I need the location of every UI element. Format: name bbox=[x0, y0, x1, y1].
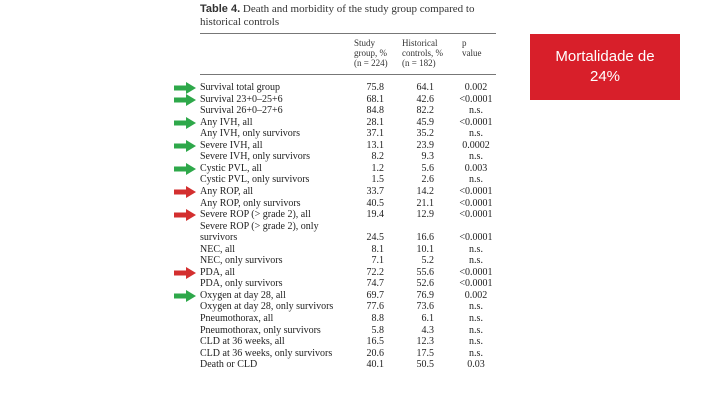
row-historical-value: 55.6 bbox=[416, 266, 434, 278]
header-study-line3: (n = 224) bbox=[354, 58, 388, 68]
row-study-value: 72.2 bbox=[366, 266, 384, 278]
row-p-value: 0.003 bbox=[464, 162, 488, 174]
arrow-right-icon bbox=[174, 162, 196, 174]
arrow-right-icon bbox=[174, 81, 196, 93]
row-p-value: n.s. bbox=[469, 105, 483, 117]
row-p-value: 0.002 bbox=[464, 82, 488, 93]
row-historical-value: 23.9 bbox=[416, 139, 434, 151]
row-p-value: 0.0002 bbox=[462, 139, 490, 151]
row-label: CLD at 36 weeks, all bbox=[200, 336, 285, 348]
row-label: PDA, all bbox=[200, 266, 235, 278]
row-historical-value: 17.5 bbox=[416, 347, 434, 359]
row-label: Any ROP, all bbox=[200, 185, 254, 197]
row-historical-value: 5.2 bbox=[421, 255, 434, 267]
row-label: NEC, only survivors bbox=[200, 255, 283, 267]
row-historical-value: 73.6 bbox=[416, 301, 434, 313]
row-historical-value: 10.1 bbox=[416, 243, 434, 255]
row-study-value: 8.1 bbox=[371, 243, 384, 255]
table-top-rule bbox=[200, 33, 496, 34]
arrow-right-icon bbox=[174, 185, 196, 197]
table-row bbox=[196, 209, 500, 220]
table-row bbox=[196, 82, 500, 93]
row-label: Severe IVH, only survivors bbox=[200, 151, 310, 163]
header-historical-line3: (n = 182) bbox=[402, 58, 436, 68]
row-historical-value: 35.2 bbox=[416, 128, 434, 140]
table-row bbox=[196, 325, 500, 336]
row-historical-value: 2.6 bbox=[421, 174, 434, 186]
row-study-value: 37.1 bbox=[366, 128, 384, 140]
table-row bbox=[196, 221, 500, 232]
table-row bbox=[196, 313, 500, 324]
row-p-value: n.s. bbox=[469, 336, 483, 348]
header-study-line1: Study bbox=[354, 38, 376, 48]
row-p-value: n.s. bbox=[469, 255, 483, 267]
row-study-value: 7.1 bbox=[371, 255, 384, 267]
callout-line2: 24% bbox=[589, 68, 621, 85]
header-p-line1: p bbox=[462, 38, 467, 48]
table-row bbox=[196, 174, 500, 185]
table-row bbox=[196, 267, 500, 278]
row-p-value: <0.0001 bbox=[459, 116, 493, 128]
row-label: Cystic PVL, only survivors bbox=[200, 174, 310, 186]
row-study-value: 16.5 bbox=[366, 336, 384, 348]
table-row bbox=[196, 244, 500, 255]
table-row bbox=[196, 348, 500, 359]
table-row bbox=[196, 128, 500, 139]
row-label: Any ROP, only survivors bbox=[200, 197, 301, 209]
row-study-value: 8.2 bbox=[371, 151, 384, 163]
row-p-value: <0.0001 bbox=[459, 266, 493, 278]
header-historical-line2: controls, % bbox=[402, 48, 443, 58]
row-label: Survival 23+0–25+6 bbox=[200, 93, 283, 105]
arrow-right-icon bbox=[174, 289, 196, 301]
row-p-value: <0.0001 bbox=[459, 209, 493, 221]
table-title-bold: Table 4. bbox=[200, 3, 241, 15]
row-study-value: 19.4 bbox=[366, 209, 384, 221]
row-p-value: <0.0001 bbox=[459, 197, 493, 209]
row-historical-value: 4.3 bbox=[421, 324, 434, 336]
row-study-value: 5.8 bbox=[371, 324, 384, 336]
row-p-value: 0.03 bbox=[467, 359, 485, 371]
row-historical-value: 52.6 bbox=[416, 278, 434, 290]
row-label: Survival total group bbox=[200, 82, 280, 93]
row-p-value: <0.0001 bbox=[459, 232, 493, 244]
header-study bbox=[354, 38, 388, 68]
row-study-value: 40.5 bbox=[366, 197, 384, 209]
row-p-value: n.s. bbox=[469, 128, 483, 140]
row-study-value: 69.7 bbox=[366, 289, 384, 301]
row-label: Severe ROP (> grade 2), all bbox=[200, 209, 311, 221]
table-row bbox=[196, 140, 500, 151]
row-p-value: n.s. bbox=[469, 174, 483, 186]
table-row bbox=[196, 255, 500, 266]
row-study-value: 84.8 bbox=[366, 105, 384, 117]
table-title-text: Death and morbidity of the study group compared to historical controls bbox=[200, 3, 475, 28]
row-p-value: <0.0001 bbox=[459, 278, 493, 290]
row-p-value: n.s. bbox=[469, 151, 483, 163]
row-label: Any IVH, only survivors bbox=[200, 128, 300, 140]
row-label: Cystic PVL, all bbox=[200, 162, 262, 174]
row-study-value: 24.5 bbox=[366, 232, 384, 244]
row-p-value: 0.002 bbox=[464, 289, 488, 301]
row-label: Oxygen at day 28, all bbox=[200, 289, 286, 301]
table-header-rule bbox=[200, 74, 496, 75]
row-label: CLD at 36 weeks, only survivors bbox=[200, 347, 333, 359]
header-p-line2: value bbox=[462, 48, 482, 58]
row-study-value: 1.2 bbox=[371, 162, 384, 174]
header-study-line2: group, % bbox=[354, 48, 387, 58]
table-row bbox=[196, 232, 500, 243]
header-historical bbox=[402, 38, 443, 68]
row-p-value: <0.0001 bbox=[459, 93, 493, 105]
table-row bbox=[196, 117, 500, 128]
row-historical-value: 6.1 bbox=[421, 313, 434, 324]
table-row bbox=[196, 186, 500, 197]
row-historical-value: 12.3 bbox=[416, 336, 434, 348]
row-study-value: 28.1 bbox=[366, 116, 384, 128]
arrow-right-icon bbox=[174, 139, 196, 151]
table-row bbox=[196, 105, 500, 116]
row-study-value: 20.6 bbox=[366, 347, 384, 359]
arrow-right-icon bbox=[174, 266, 196, 278]
row-historical-value: 45.9 bbox=[416, 116, 434, 128]
table-row bbox=[196, 198, 500, 209]
row-study-value: 13.1 bbox=[366, 139, 384, 151]
table-figure bbox=[196, 0, 500, 405]
row-historical-value: 14.2 bbox=[416, 185, 434, 197]
row-study-value: 40.1 bbox=[366, 359, 384, 371]
row-historical-value: 9.3 bbox=[421, 151, 434, 163]
table-row bbox=[196, 163, 500, 174]
arrow-right-icon bbox=[174, 208, 196, 220]
table-row bbox=[196, 290, 500, 301]
table-row bbox=[196, 151, 500, 162]
arrow-right-icon bbox=[174, 116, 196, 128]
row-label: survivors bbox=[200, 232, 238, 244]
row-study-value: 1.5 bbox=[371, 174, 384, 186]
row-p-value: n.s. bbox=[469, 243, 483, 255]
row-study-value: 74.7 bbox=[366, 278, 384, 290]
table-title bbox=[200, 3, 500, 29]
header-historical-line1: Historical bbox=[402, 38, 438, 48]
row-label: Death or CLD bbox=[200, 359, 258, 371]
table-row bbox=[196, 301, 500, 312]
row-label: Any IVH, all bbox=[200, 116, 253, 128]
row-label: Pneumothorax, all bbox=[200, 313, 274, 324]
header-p bbox=[462, 38, 482, 58]
row-p-value: n.s. bbox=[469, 347, 483, 359]
row-p-value: n.s. bbox=[469, 313, 483, 324]
row-label: Severe ROP (> grade 2), only bbox=[200, 220, 319, 232]
row-historical-value: 76.9 bbox=[416, 289, 434, 301]
row-label: Oxygen at day 28, only survivors bbox=[200, 301, 334, 313]
table-row bbox=[196, 278, 500, 289]
table-row bbox=[196, 94, 500, 105]
row-label: Pneumothorax, only survivors bbox=[200, 324, 321, 336]
callout-line1: Mortalidade de bbox=[555, 48, 655, 65]
row-study-value: 68.1 bbox=[366, 93, 384, 105]
row-historical-value: 16.6 bbox=[416, 232, 434, 244]
row-label: PDA, only survivors bbox=[200, 278, 283, 290]
row-study-value: 8.8 bbox=[371, 313, 384, 324]
row-p-value: n.s. bbox=[469, 324, 483, 336]
row-study-value: 77.6 bbox=[366, 301, 384, 313]
row-p-value: n.s. bbox=[469, 301, 483, 313]
row-p-value: <0.0001 bbox=[459, 185, 493, 197]
row-study-value: 75.8 bbox=[366, 82, 384, 93]
row-label: Survival 26+0–27+6 bbox=[200, 105, 283, 117]
arrow-right-icon bbox=[174, 93, 196, 105]
table-row bbox=[196, 359, 500, 370]
row-study-value: 33.7 bbox=[366, 185, 384, 197]
row-historical-value: 5.6 bbox=[421, 162, 434, 174]
row-historical-value: 42.6 bbox=[416, 93, 434, 105]
row-label: NEC, all bbox=[200, 243, 235, 255]
row-label: Severe IVH, all bbox=[200, 139, 263, 151]
row-historical-value: 12.9 bbox=[416, 209, 434, 221]
row-historical-value: 50.5 bbox=[416, 359, 434, 371]
row-historical-value: 82.2 bbox=[416, 105, 434, 117]
row-historical-value: 21.1 bbox=[416, 197, 434, 209]
table-row bbox=[196, 336, 500, 347]
row-historical-value: 64.1 bbox=[416, 82, 434, 93]
mortality-callout bbox=[530, 34, 680, 100]
